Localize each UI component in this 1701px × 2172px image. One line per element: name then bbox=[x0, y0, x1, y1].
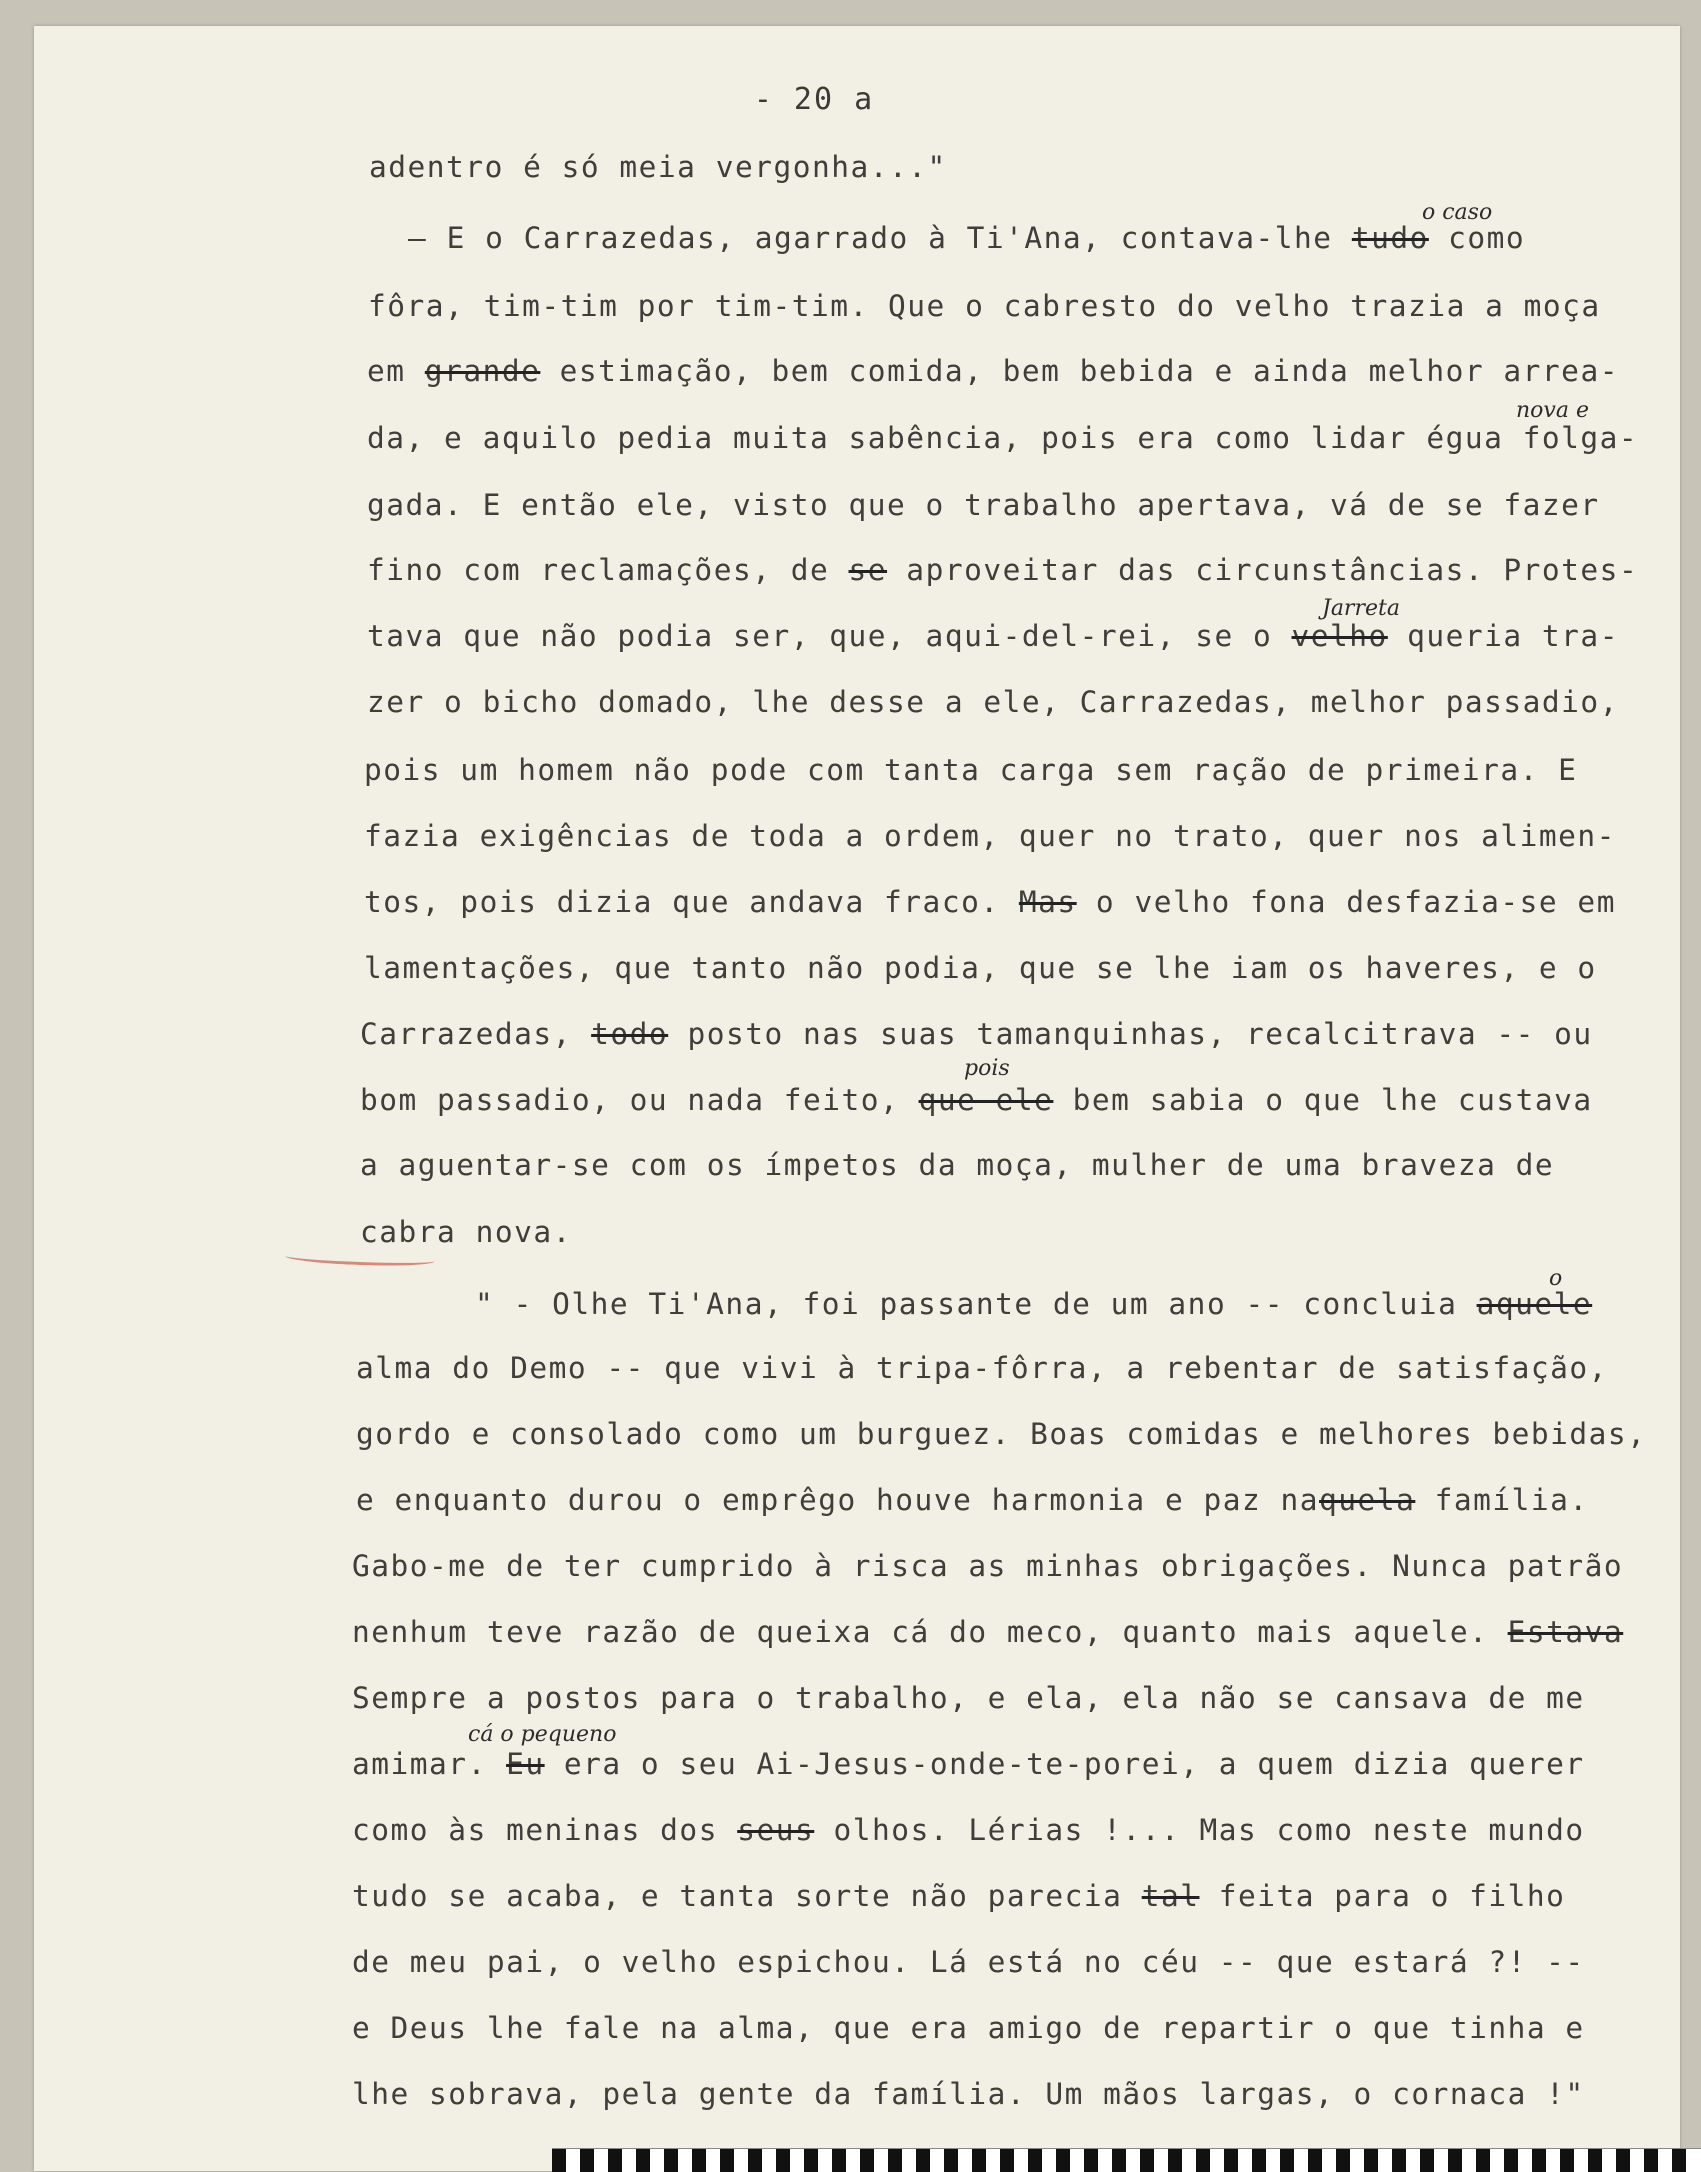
manuscript-page bbox=[34, 26, 1680, 2171]
struck-word: Mas bbox=[1018, 885, 1077, 919]
text-line-10: pois um homem não pode com tanta carga sem ração de primeira. E bbox=[364, 753, 1578, 787]
text-line-22: Gabo-me de ter cumprido à risca as minhas obrigações. Nunca patrão bbox=[352, 1549, 1624, 1583]
struck-word: tudo bbox=[1351, 221, 1429, 255]
handwritten-insertion: o bbox=[1549, 1266, 1563, 1291]
text-line-12: tos, pois dizia que andava fraco. Mas o velho fona desfazia-se em bbox=[364, 885, 1616, 919]
text-line-3: fôra, tim-tim por tim-tim. Que o cabresto do velho trazia a moça bbox=[368, 289, 1601, 323]
text-line-18: " - Olhe Ti'Ana, foi passante de um ano -- concluia aquele bbox=[398, 1287, 1593, 1321]
text-line-23: nenhum teve razão de queixa cá do meco, quanto mais aquele. Estava bbox=[352, 1615, 1624, 1649]
text-line-15: bom passadio, ou nada feito, que ele bem sabia o que lhe custava bbox=[360, 1083, 1593, 1117]
text-line-17: cabra nova. bbox=[360, 1215, 572, 1249]
text-line-24: Sempre a postos para o trabalho, e ela, ela não se cansava de me bbox=[352, 1681, 1585, 1715]
struck-word: todo bbox=[591, 1017, 669, 1051]
text-line-13: lamentações, que tanto não podia, que se lhe iam os haveres, e o bbox=[364, 951, 1597, 985]
text-line-29: e Deus lhe fale na alma, que era amigo de repartir o que tinha e bbox=[352, 2011, 1585, 2045]
struck-word: que ele bbox=[918, 1083, 1054, 1117]
struck-word: tal bbox=[1141, 1879, 1200, 1913]
text-line-9: zer o bicho domado, lhe desse a ele, Carrazedas, melhor passadio, bbox=[367, 685, 1619, 719]
struck-word: grande bbox=[424, 354, 541, 388]
handwritten-insertion: nova e bbox=[1516, 398, 1589, 423]
text-line-14: Carrazedas, todo posto nas suas tamanquinhas, recalcitrava -- ou bbox=[360, 1017, 1593, 1051]
struck-word: quela bbox=[1319, 1483, 1416, 1517]
handwritten-insertion: pois bbox=[964, 1056, 1010, 1081]
text-line-1: adentro é só meia vergonha..." bbox=[369, 150, 947, 184]
struck-word: Estava bbox=[1507, 1615, 1624, 1649]
page-number: - 20 a bbox=[753, 82, 875, 117]
text-line-2: — E o Carrazedas, agarrado à Ti'Ana, contava-lhe tudo como bbox=[331, 221, 1526, 255]
text-line-30: lhe sobrava, pela gente da família. Um mãos largas, o cornaca !" bbox=[352, 2077, 1585, 2111]
text-line-6: gada. E então ele, visto que o trabalho apertava, vá de se fazer bbox=[367, 488, 1600, 522]
handwritten-insertion: Jarreta bbox=[1322, 596, 1400, 621]
text-line-16: a aguentar-se com os ímpetos da moça, mulher de uma braveza de bbox=[360, 1148, 1555, 1182]
text-line-25: amimar. Eu era o seu Ai-Jesus-onde-te-porei, a quem dizia querer bbox=[352, 1747, 1585, 1781]
text-line-20: gordo e consolado como um burguez. Boas comidas e melhores bebidas, bbox=[356, 1417, 1647, 1451]
text-line-4: em grande estimação, bem comida, bem bebida e ainda melhor arrea- bbox=[367, 354, 1619, 388]
handwritten-insertion: o caso bbox=[1422, 200, 1493, 225]
text-line-11: fazia exigências de toda a ordem, quer no trato, quer nos alimen- bbox=[364, 819, 1616, 853]
text-line-7: fino com reclamações, de se aproveitar das circunstâncias. Protes- bbox=[367, 553, 1639, 587]
struck-word: Eu bbox=[506, 1747, 545, 1781]
struck-word: velho bbox=[1291, 619, 1388, 653]
text-line-27: tudo se acaba, e tanta sorte não parecia tal feita para o filho bbox=[352, 1879, 1566, 1913]
text-line-5: da, e aquilo pedia muita sabência, pois era como lidar égua folga- bbox=[367, 421, 1639, 455]
text-line-26: como às meninas dos seus olhos. Lérias !... Mas como neste mundo bbox=[352, 1813, 1585, 1847]
text-line-28: de meu pai, o velho espichou. Lá está no céu -- que estará ?! -- bbox=[352, 1945, 1585, 1979]
text-line-8: tava que não podia ser, que, aqui-del-rei, se o velho queria tra- bbox=[367, 619, 1619, 653]
text-line-21: e enquanto durou o emprêgo houve harmonia e paz naquela família. bbox=[356, 1483, 1589, 1517]
text-line-19: alma do Demo -- que vivi à tripa-fôrra, a rebentar de satisfação, bbox=[356, 1351, 1608, 1385]
color-scale-bar bbox=[552, 2148, 1701, 2172]
struck-word: aquele bbox=[1476, 1287, 1593, 1321]
struck-word: seus bbox=[737, 1813, 815, 1847]
red-pencil-mark bbox=[285, 1249, 435, 1267]
handwritten-insertion: cá o pequeno bbox=[468, 1722, 617, 1747]
struck-word: se bbox=[848, 553, 888, 587]
